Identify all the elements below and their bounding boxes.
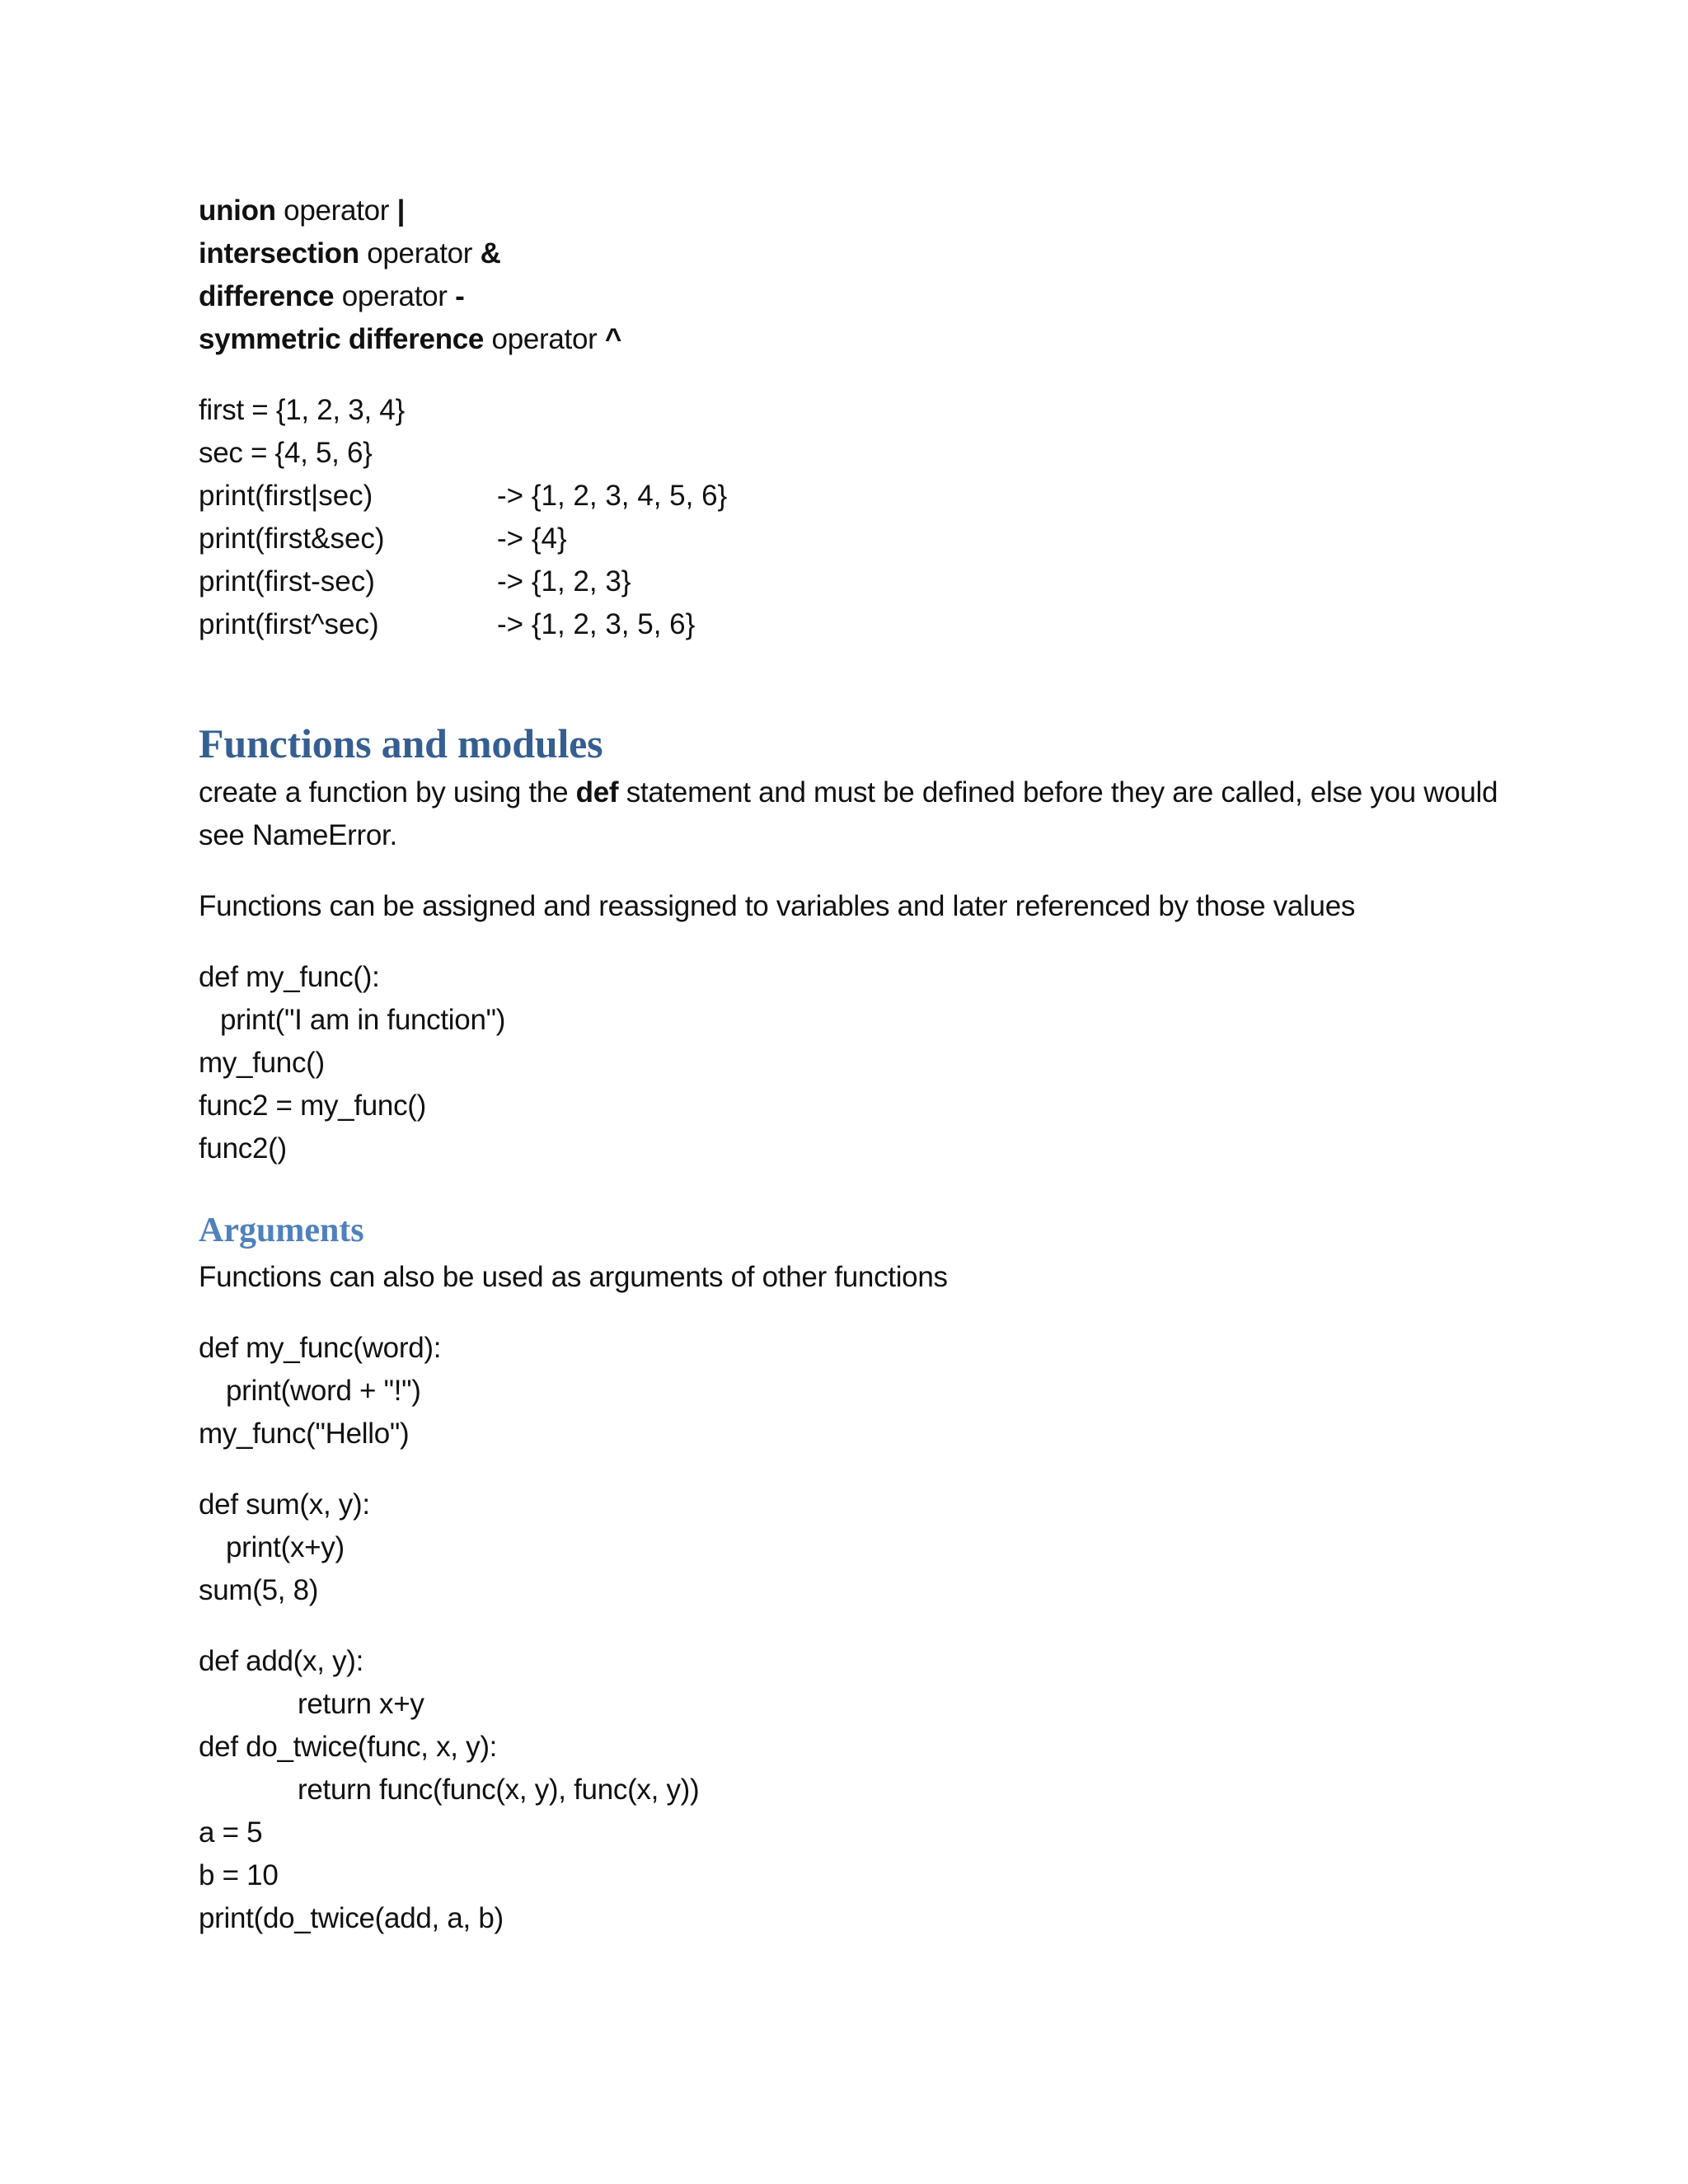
spacer — [199, 1299, 1534, 1327]
set-result-row — [199, 475, 1534, 518]
code-text: print(first-sec) — [199, 565, 375, 598]
set-operators-list — [199, 190, 1534, 361]
code-line: print(do_twice(add, a, b) — [199, 1902, 504, 1934]
def-keyword: def — [575, 776, 619, 808]
code-line: my_func() — [199, 1047, 325, 1079]
spacer — [199, 1612, 1534, 1640]
code-block-sum — [199, 1483, 1534, 1612]
functions-intro-line2: see NameError. — [199, 819, 397, 851]
operator-symbol: ^ — [604, 323, 622, 355]
code-line: func2() — [199, 1132, 287, 1165]
code-line: return x+y — [298, 1688, 424, 1720]
code-line: print(word + "!") — [226, 1375, 421, 1407]
code-line: print(x+y) — [226, 1531, 345, 1563]
operator-term: symmetric difference — [199, 323, 485, 355]
operator-text: operator — [275, 194, 397, 227]
spacer — [199, 1455, 1534, 1483]
code-line: a = 5 — [199, 1816, 263, 1849]
set-result-row — [199, 560, 1534, 603]
code-text: print(first|sec) — [199, 480, 373, 512]
spacer — [199, 857, 1534, 885]
code-line: func2 = my_func() — [199, 1090, 426, 1122]
code-line: b = 10 — [199, 1859, 279, 1891]
code-line: return func(func(x, y), func(x, y)) — [298, 1774, 700, 1806]
code-block-my-func — [199, 956, 1534, 1170]
operator-text: operator — [484, 323, 605, 355]
heading-functions-and-modules: Functions and modules — [199, 720, 603, 766]
operator-text: operator — [359, 237, 481, 269]
spacer — [199, 928, 1534, 956]
set-result-row — [199, 603, 1534, 646]
intro-text: statement and must be defined before they are called, else you would — [618, 776, 1498, 808]
result-text: -> {4} — [497, 523, 567, 555]
functions-intro-paragraph — [199, 771, 1534, 814]
intro-text: create a function by using the — [199, 776, 576, 808]
code-line: sum(5, 8) — [199, 1574, 319, 1606]
code-line: def sum(x, y): — [199, 1488, 370, 1521]
code-line: def add(x, y): — [199, 1645, 364, 1677]
code-line: def my_func(word): — [199, 1332, 442, 1364]
code-text: print(first^sec) — [199, 608, 379, 640]
operator-term: intersection — [199, 237, 359, 269]
operator-term: union — [199, 194, 276, 227]
operator-line-intersection — [199, 232, 1534, 275]
code-block-word — [199, 1327, 1534, 1455]
result-text: -> {1, 2, 3} — [497, 565, 631, 598]
code-line: def do_twice(func, x, y): — [199, 1731, 498, 1763]
sets-example — [199, 389, 1534, 646]
code-line: def my_func(): — [199, 961, 380, 993]
code-line: first = {1, 2, 3, 4} — [199, 394, 405, 426]
code-line: my_func("Hello") — [199, 1418, 410, 1450]
code-text: print(first&sec) — [199, 523, 385, 555]
code-line: sec = {4, 5, 6} — [199, 437, 373, 469]
operator-symbol: | — [396, 194, 406, 227]
operator-line-difference — [199, 275, 1534, 318]
document-page — [199, 190, 1534, 1940]
operator-symbol: - — [455, 280, 465, 312]
operator-term: difference — [199, 280, 335, 312]
operator-symbol: & — [480, 237, 501, 269]
operator-text: operator — [334, 280, 456, 312]
code-block-do-twice — [199, 1640, 1534, 1940]
result-text: -> {1, 2, 3, 5, 6} — [497, 608, 696, 640]
operator-line-symmetric-difference — [199, 318, 1534, 361]
code-line: print("I am in function") — [220, 1004, 506, 1036]
heading-arguments: Arguments — [199, 1212, 364, 1249]
operator-line-union — [199, 190, 1534, 232]
set-result-row — [199, 518, 1534, 560]
functions-assign-paragraph: Functions can be assigned and reassigned to variables and later referenced by those values — [199, 890, 1356, 922]
result-text: -> {1, 2, 3, 4, 5, 6} — [497, 480, 728, 512]
arguments-paragraph: Functions can also be used as arguments of other functions — [199, 1261, 948, 1293]
